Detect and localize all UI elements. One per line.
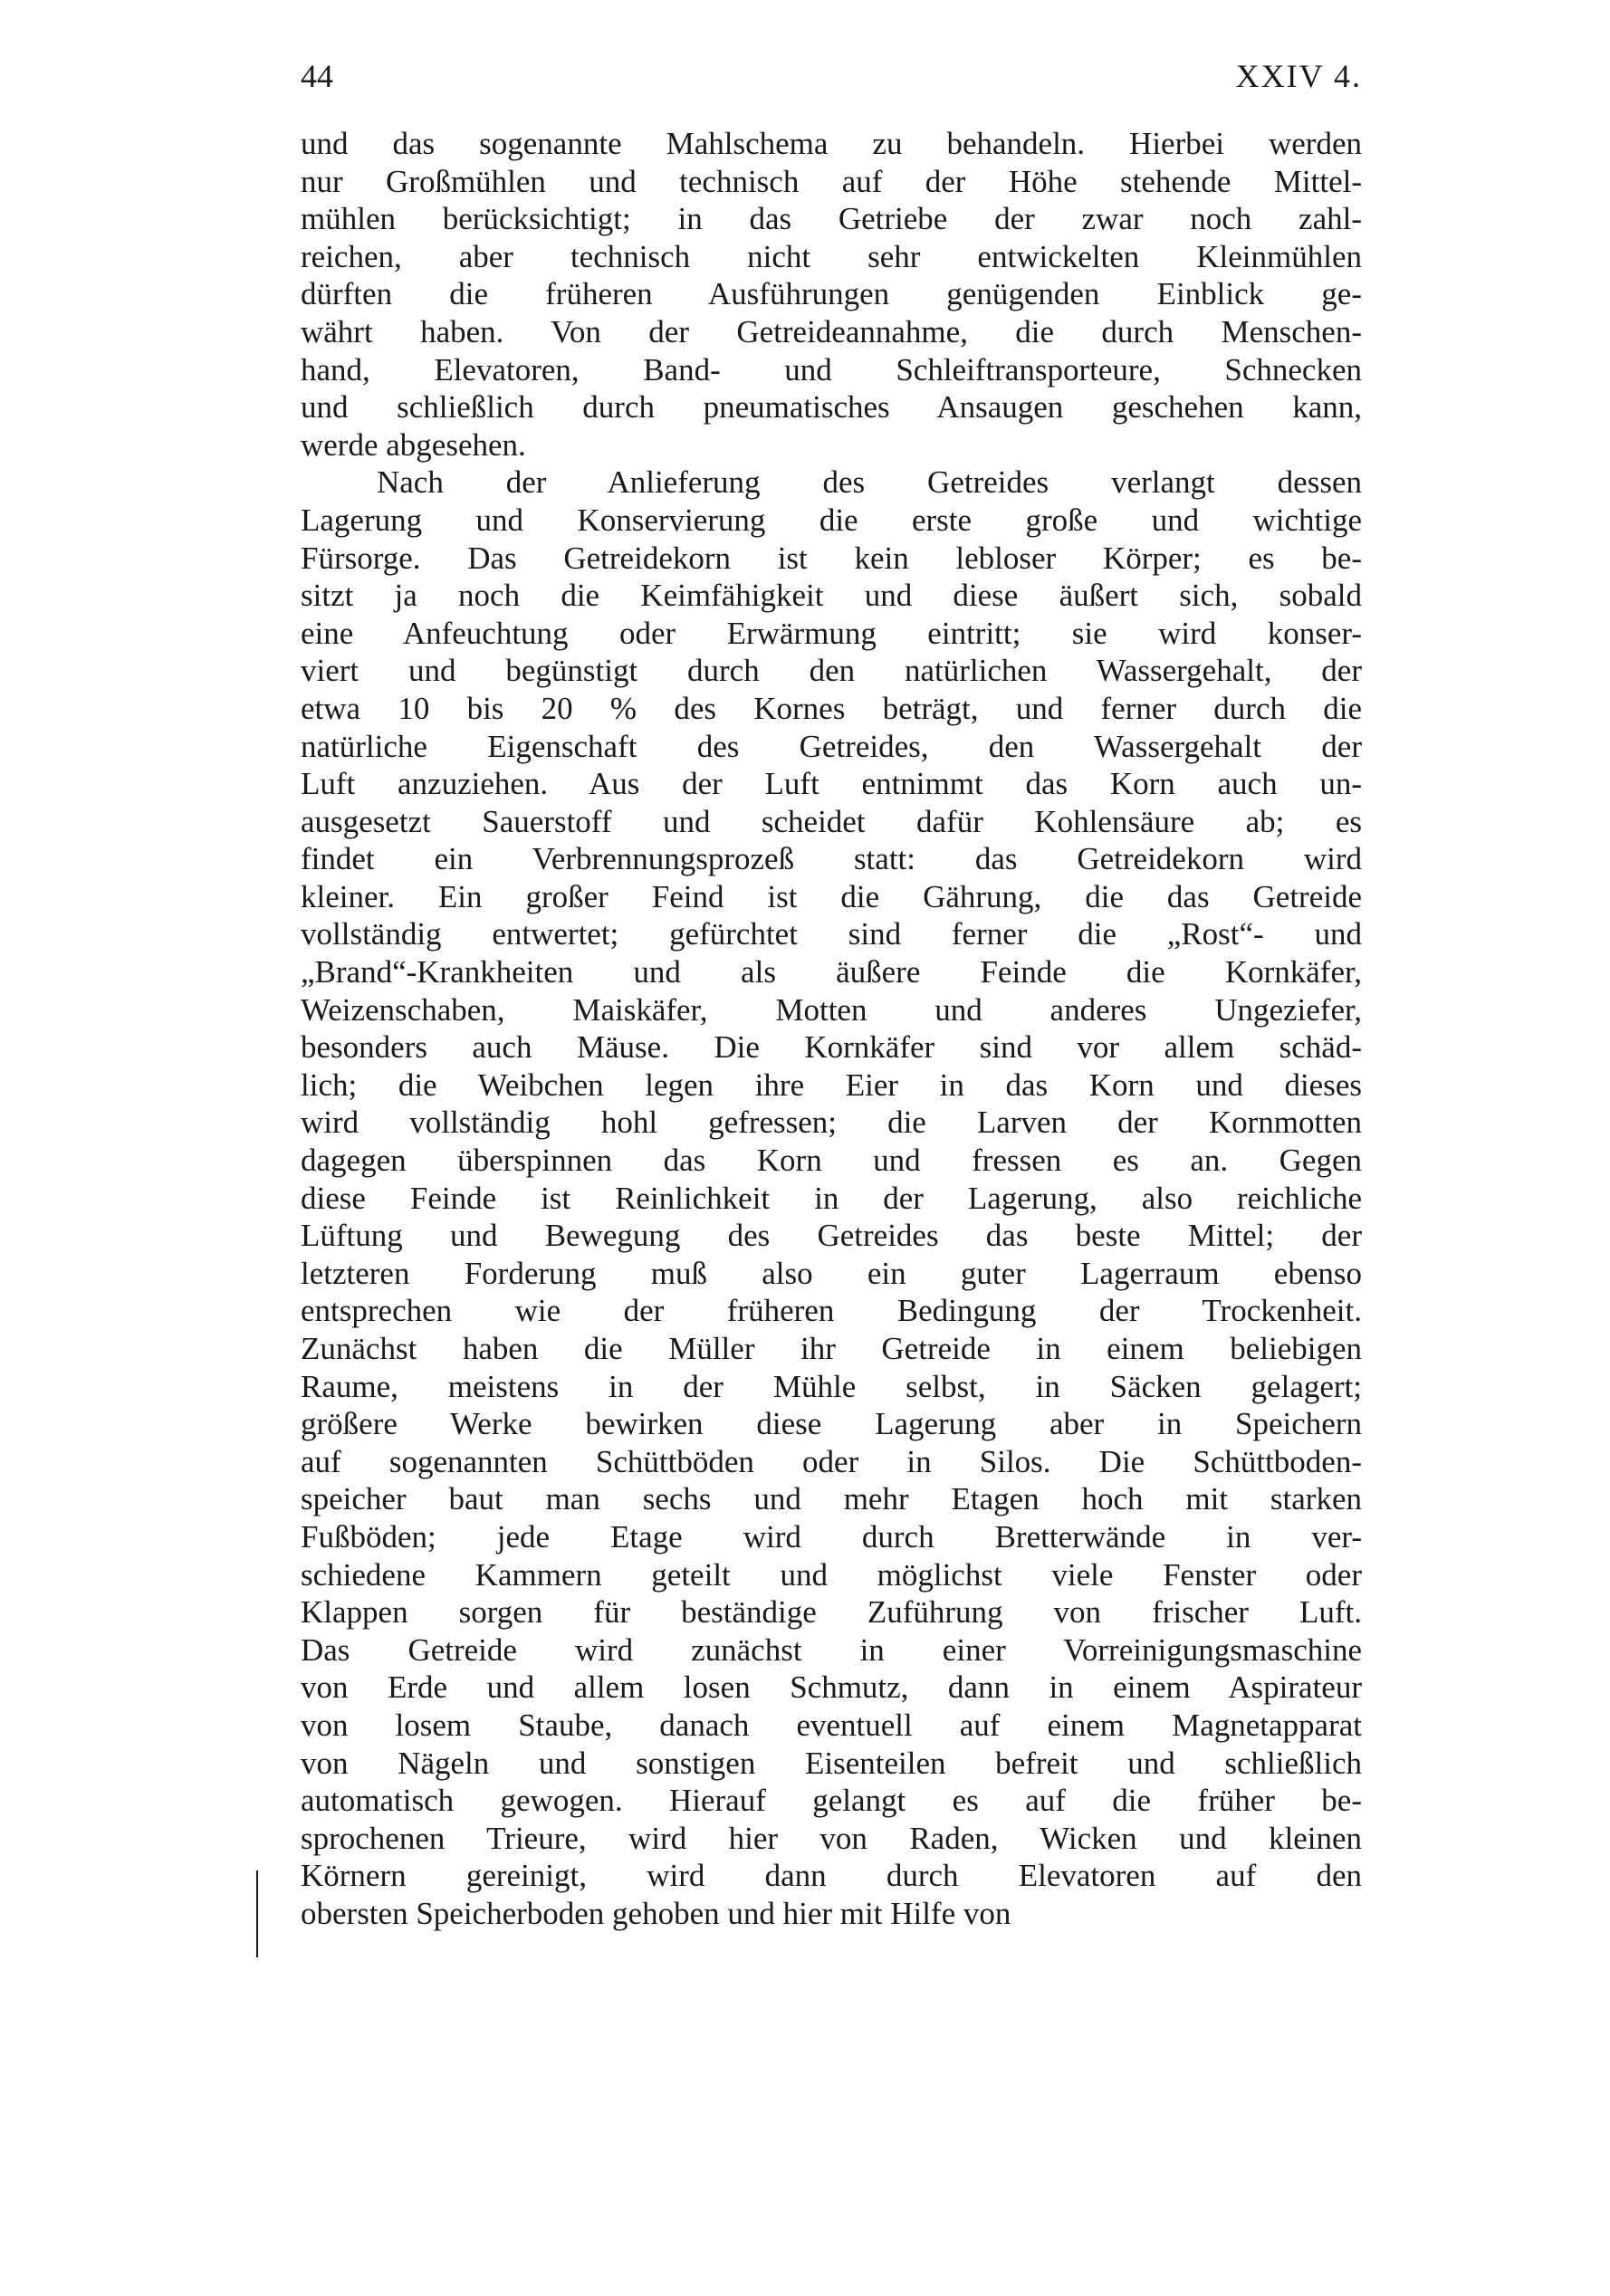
text-line: Lagerung und Konservierung die erste große und wichtige [301,502,1362,538]
text-line: Lüftung und Bewegung des Getreides das beste Mittel; der [301,1218,1362,1254]
text-line: besonders auch Mäuse. Die Kornkäfer sind vor allem schäd- [301,1029,1362,1066]
text-line: größere Werke bewirken diese Lagerung aber in Speichern [301,1406,1362,1442]
text-line: speicher baut man sechs und mehr Etagen hoch mit starken [301,1481,1362,1517]
text-line: kleiner. Ein großer Feind ist die Gährung, die das Getreide [301,878,1362,914]
text-line: währt haben. Von der Getreideannahme, die durch Menschen- [301,313,1362,349]
text-line: und schließlich durch pneumatisches Ansaugen geschehen kann, [301,389,1362,426]
page-header [301,51,1362,101]
text-line: dagegen überspinnen das Korn und fressen es an. Gegen [301,1143,1362,1179]
text-line: von Nägeln und sonstigen Eisenteilen befreit und schließlich [301,1745,1362,1781]
text-line: letzteren Forderung muß also ein guter Lagerraum ebenso [301,1255,1362,1291]
text-line: „Brand“-Krankheiten und als äußere Feinde die Kornkäfer, [301,954,1362,990]
text-line: automatisch gewogen. Hierauf gelangt es auf die früher be- [301,1783,1362,1819]
text-line: von Erde und allem losen Schmutz, dann in einem Aspirateur [301,1669,1362,1706]
text-line: Weizenschaben, Maiskäfer, Motten und anderes Ungeziefer, [301,991,1362,1028]
text-line: dürften die früheren Ausführungen genügenden Einblick ge- [301,276,1362,312]
section-reference: XXIV 4. [1235,58,1362,94]
text-line: Raume, meistens in der Mühle selbst, in Säcken gelagert; [301,1368,1362,1404]
paragraph [301,125,1362,464]
text-line: Luft anzuziehen. Aus der Luft entnimmt das Korn auch un- [301,766,1362,802]
text-line: viert und begünstigt durch den natürlichen Wassergehalt, der [301,653,1362,689]
text-line: ausgesetzt Sauerstoff und scheidet dafür Kohlensäure ab; es [301,803,1362,839]
text-line: Fußböden; jede Etage wird durch Bretterwände in ver- [301,1518,1362,1555]
text-line: natürliche Eigenschaft des Getreides, den Wassergehalt der [301,728,1362,764]
text-line: sprochenen Trieure, wird hier von Raden, Wicken und kleinen [301,1820,1362,1856]
paragraph [301,464,1362,1932]
text-line: Zunächst haben die Müller ihr Getreide in einem beliebigen [301,1331,1362,1366]
text-line: mühlen berücksichtigt; in das Getriebe der zwar noch zahl- [301,201,1362,237]
text-line: Fürsorge. Das Getreidekorn ist kein lebloser Körper; es be- [301,540,1362,576]
text-line: findet ein Verbrennungsprozeß statt: das Getreidekorn wird [301,841,1362,877]
text-line: Klappen sorgen für beständige Zuführung von frischer Luft. [301,1594,1362,1631]
text-line: obersten Speicherboden gehoben und hier mit Hilfe von [301,1895,1011,1931]
text-line: wird vollständig hohl gefressen; die Larven der Kornmotten [301,1105,1362,1141]
margin-mark [256,1870,258,1957]
text-line: Körnern gereinigt, wird dann durch Elevatoren auf den [301,1858,1362,1894]
text-line: auf sogenannten Schüttböden oder in Silos. Die Schüttboden- [301,1443,1362,1479]
text-line: vollständig entwertet; gefürchtet sind ferner die „Rost“- und [301,916,1362,952]
page-number: 44 [301,58,333,94]
text-line: sitzt ja noch die Keimfähigkeit und diese äußert sich, sobald [301,578,1362,614]
text-line: hand, Elevatoren, Band- und Schleiftransporteure, Schnecken [301,351,1362,387]
text-line: lich; die Weibchen legen ihre Eier in das Korn und dieses [301,1067,1362,1103]
text-line: eine Anfeuchtung oder Erwärmung eintritt; sie wird konser- [301,615,1362,651]
text-line: Das Getreide wird zunächst in einer Vorreinigungsmaschine [301,1631,1362,1668]
text-line: von losem Staube, danach eventuell auf einem Magnetapparat [301,1707,1362,1743]
text-line: etwa 10 bis 20 % des Kornes beträgt, und ferner durch die [301,690,1362,726]
text-line: nur Großmühlen und technisch auf der Höhe stehende Mittel- [301,163,1362,199]
body-text [301,125,1362,1933]
text-line: diese Feinde ist Reinlichkeit in der Lagerung, also reichliche [301,1180,1362,1216]
text-line: reichen, aber technisch nicht sehr entwickelten Kleinmühlen [301,238,1362,274]
text-line: und das sogenannte Mahlschema zu behandeln. Hierbei werden [301,126,1362,161]
text-line: entsprechen wie der früheren Bedingung der Trockenheit. [301,1293,1362,1329]
text-line: schiedene Kammern geteilt und möglichst viele Fenster oder [301,1556,1362,1593]
text-line: Nach der Anlieferung des Getreides verlangt dessen [377,464,1362,501]
text-line: werde abgesehen. [301,426,526,463]
